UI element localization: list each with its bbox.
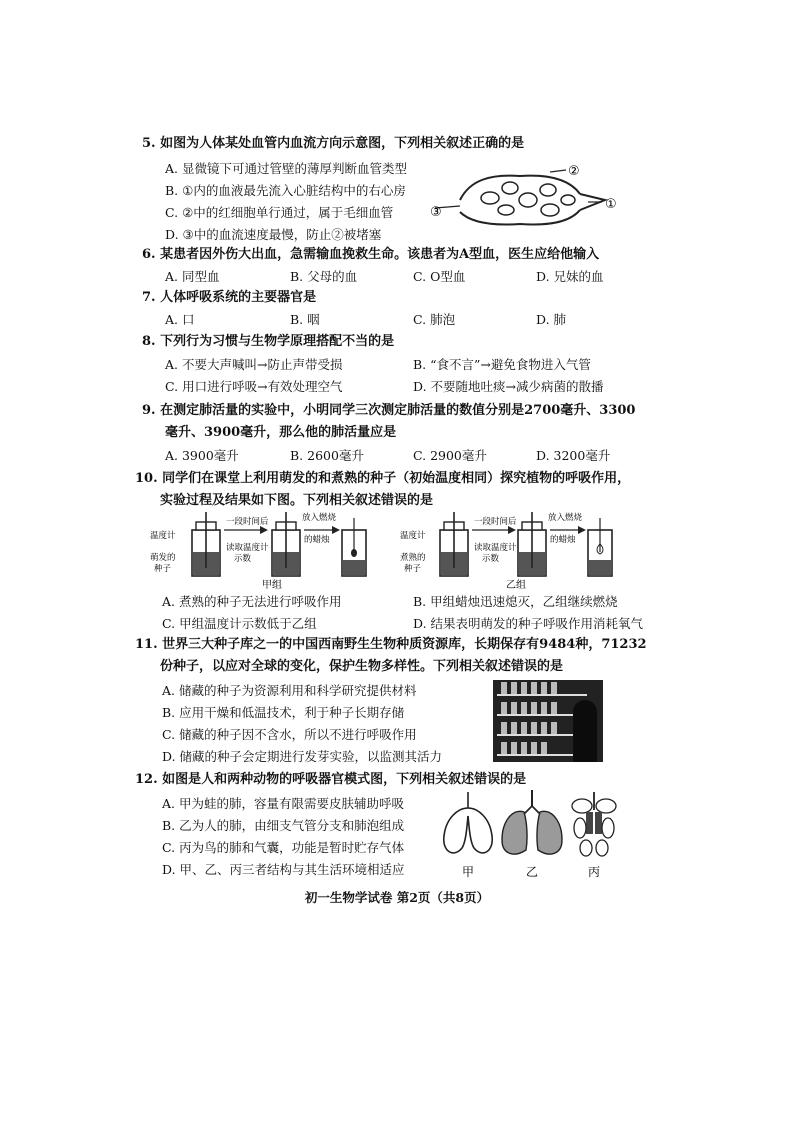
jia-step2-label-1: 读取温度计 (226, 543, 269, 553)
q6-option-d: D. 兄妹的血 (536, 269, 604, 284)
q8-option-d: D. 不要随地吐痰→减少病菌的散播 (413, 379, 604, 394)
yi-group-label: 乙组 (506, 580, 526, 590)
yi-step1-label: 一段时间后 (474, 517, 517, 527)
page-footer: 初一生物学试卷 第2页（共8页） (304, 890, 490, 905)
q12-option-c: C. 丙为鸟的肺和气囊，功能是暂时贮存气体 (162, 840, 405, 855)
q7-option-a: A. 口 (165, 312, 195, 327)
q10-option-c: C. 甲组温度计示数低于乙组 (162, 616, 317, 631)
q6-option-a: A. 同型血 (165, 269, 220, 284)
q7-option-b: B. 咽 (290, 312, 320, 327)
q12-option-b: B. 乙为人的肺，由细支气管分支和肺泡组成 (162, 818, 405, 833)
jia-step1-label: 一段时间后 (226, 517, 269, 527)
q11-option-d: D. 储藏的种子会定期进行发芽实验，以监测其活力 (162, 749, 443, 764)
person-silhouette (573, 700, 597, 762)
blood-vessel-diagram (430, 160, 620, 240)
yi-step2-label-2: 示数 (482, 554, 500, 564)
q7-option-c: C. 肺泡 (413, 312, 456, 327)
q5-option-a: A. 显微镜下可通过管壁的薄厚判断血管类型 (165, 161, 407, 176)
q9-option-b: B. 2600毫升 (290, 448, 364, 463)
q11-option-b: B. 应用干燥和低温技术，利于种子长期存储 (162, 705, 405, 720)
yi-step3-label-1: 放入燃烧 (548, 513, 583, 523)
yi-step3-label-2: 的蜡烛 (550, 535, 576, 545)
yi-step2-label-1: 读取温度计 (474, 543, 517, 553)
q8-option-a: A. 不要大声喊叫→防止声带受损 (165, 357, 343, 372)
q12-label-bing: 丙 (588, 865, 601, 879)
q8-option-c: C. 用口进行呼吸→有效处理空气 (165, 379, 343, 394)
q11-stem-line2: 份种子，以应对全球的变化，保护生物多样性。下列相关叙述错误的是 (160, 659, 564, 674)
q10-option-b: B. 甲组蜡烛迅速熄灭，乙组继续燃烧 (413, 594, 618, 609)
q11-option-c: C. 储藏的种子因不含水，所以不进行呼吸作用 (162, 727, 417, 742)
q12-label-yi: 乙 (526, 865, 539, 879)
jia-step3-label-2: 的蜡烛 (304, 535, 330, 545)
q9-option-d: D. 3200毫升 (536, 448, 611, 463)
q5-option-d: D. ③中的血流速度最慢，防止②被堵塞 (165, 227, 382, 242)
q5-label-2: ② (568, 164, 580, 179)
q10-stem-line1: 10. 同学们在课堂上利用萌发的和煮熟的种子（初始温度相同）探究植物的呼吸作用， (135, 471, 631, 486)
q7-stem: 7. 人体呼吸系统的主要器官是 (142, 290, 317, 305)
q12-stem: 12. 如图是人和两种动物的呼吸器官模式图，下列相关叙述错误的是 (135, 772, 527, 787)
jia-group-label: 甲组 (262, 580, 282, 590)
q12-label-jia: 甲 (462, 865, 475, 879)
yi-seed-label-2: 种子 (404, 564, 422, 574)
yi-thermometer-label: 温度计 (400, 531, 426, 541)
q12-option-a: A. 甲为蛙的肺，容量有限需要皮肤辅助呼吸 (162, 796, 404, 811)
q12-option-d: D. 甲、乙、丙三者结构与其生活环境相适应 (162, 862, 405, 877)
q10-option-a: A. 煮熟的种子无法进行呼吸作用 (162, 594, 342, 609)
q5-stem: 5. 如图为人体某处血管内血流方向示意图，下列相关叙述正确的是 (142, 136, 525, 151)
jia-seed-label-2: 种子 (154, 564, 172, 574)
jia-thermometer-label: 温度计 (150, 531, 176, 541)
q11-stem-line1: 11. 世界三大种子库之一的中国西南野生生物种质资源库，长期保存有9484种，71232 (135, 637, 647, 652)
respiratory-organs-diagram (432, 790, 622, 882)
q7-option-d: D. 肺 (536, 312, 567, 327)
yi-seed-label-1: 煮熟的 (400, 553, 426, 563)
q8-stem: 8. 下列行为习惯与生物学原理搭配不当的是 (142, 334, 395, 349)
q9-option-c: C. 2900毫升 (413, 448, 487, 463)
q6-stem: 6. 某患者因外伤大出血，急需输血挽救生命。该患者为A型血，医生应给他输入 (142, 247, 600, 262)
q6-option-b: B. 父母的血 (290, 269, 358, 284)
q9-stem-line1: 9. 在测定肺活量的实验中，小明同学三次测定肺活量的数值分别是2700毫升、3300 (142, 403, 636, 418)
q5-option-c: C. ②中的红细胞单行通过，属于毛细血管 (165, 205, 394, 220)
q8-option-b: B. “食不言”→避免食物进入气管 (413, 357, 591, 372)
jia-step2-label-2: 示数 (234, 554, 252, 564)
q11-option-a: A. 储藏的种子为资源利用和科学研究提供材料 (162, 683, 417, 698)
jia-step3-label-1: 放入燃烧 (302, 513, 337, 523)
q9-option-a: A. 3900毫升 (165, 448, 239, 463)
jia-seed-label-1: 萌发的 (150, 553, 176, 563)
seed-bank-photo (493, 680, 603, 762)
q5-option-b: B. ①内的血液最先流入心脏结构中的右心房 (165, 183, 406, 198)
q10-stem-line2: 实验过程及结果如下图。下列相关叙述错误的是 (160, 493, 434, 508)
seed-respiration-diagram (150, 508, 620, 590)
q5-label-1: ① (605, 197, 617, 212)
q10-option-d: D. 结果表明萌发的种子呼吸作用消耗氧气 (413, 616, 644, 631)
q5-label-3: ③ (430, 205, 442, 220)
q6-option-c: C. O型血 (413, 269, 466, 284)
q9-stem-line2: 毫升、3900毫升，那么他的肺活量应是 (165, 425, 397, 440)
